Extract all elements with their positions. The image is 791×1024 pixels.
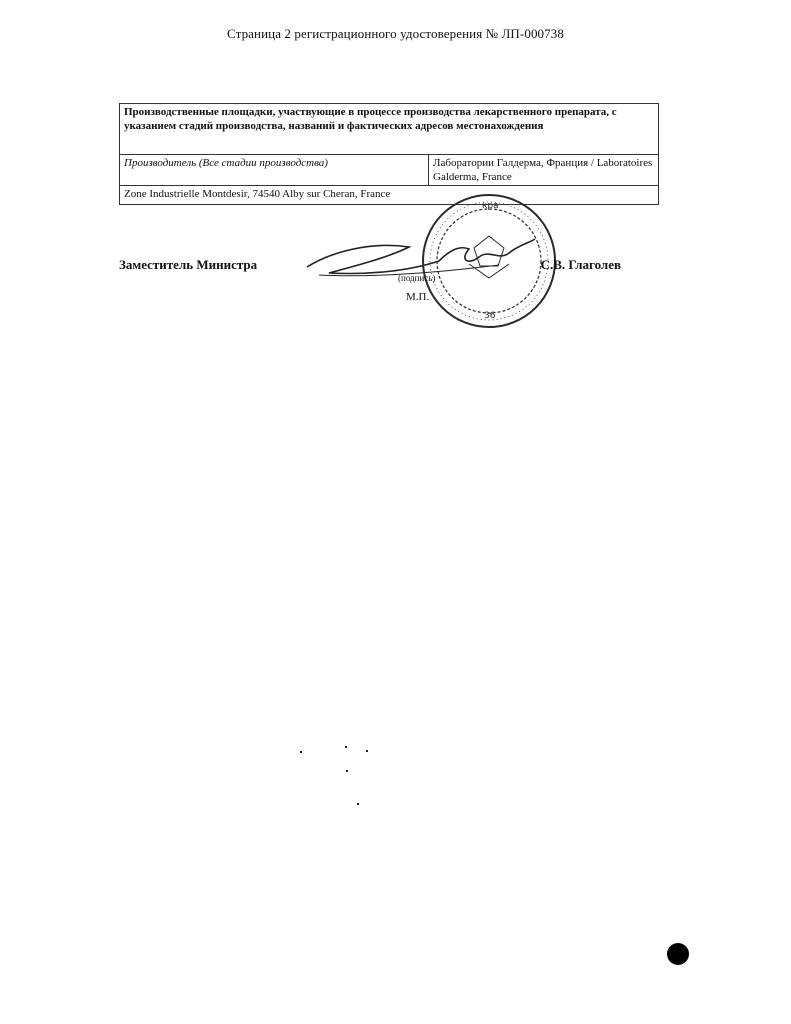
production-sites-table	[119, 103, 659, 205]
signature-caption: (подпись)	[398, 273, 436, 283]
table-heading: Производственные площадки, участвующие в процессе производства лекарственного препарата, с указанием стадий производства, названий и фактических адресов местонахождения	[120, 104, 659, 155]
table-row	[120, 155, 659, 186]
svg-text:36: 36	[484, 311, 496, 321]
svg-text:кра: кра	[482, 201, 499, 211]
manufacturer-role-cell: Производитель (Все стадии производства)	[120, 155, 429, 186]
manufacturer-address-cell: Zone Industrielle Montdesir, 74540 Alby sur Cheran, France	[120, 186, 659, 205]
page-header: Страница 2 регистрационного удостоверения № ЛП-000738	[227, 26, 564, 41]
signer-name: С.В. Глаголев	[540, 257, 621, 272]
punch-hole-mark	[667, 943, 689, 965]
seal-place-label: М.П.	[406, 291, 430, 303]
signature-block	[119, 201, 659, 321]
table-row	[120, 186, 659, 205]
signer-position: Заместитель Министра	[119, 257, 258, 272]
manufacturer-name-cell: Лаборатории Галдерма, Франция / Laboratoires Galderma, France	[429, 155, 659, 186]
